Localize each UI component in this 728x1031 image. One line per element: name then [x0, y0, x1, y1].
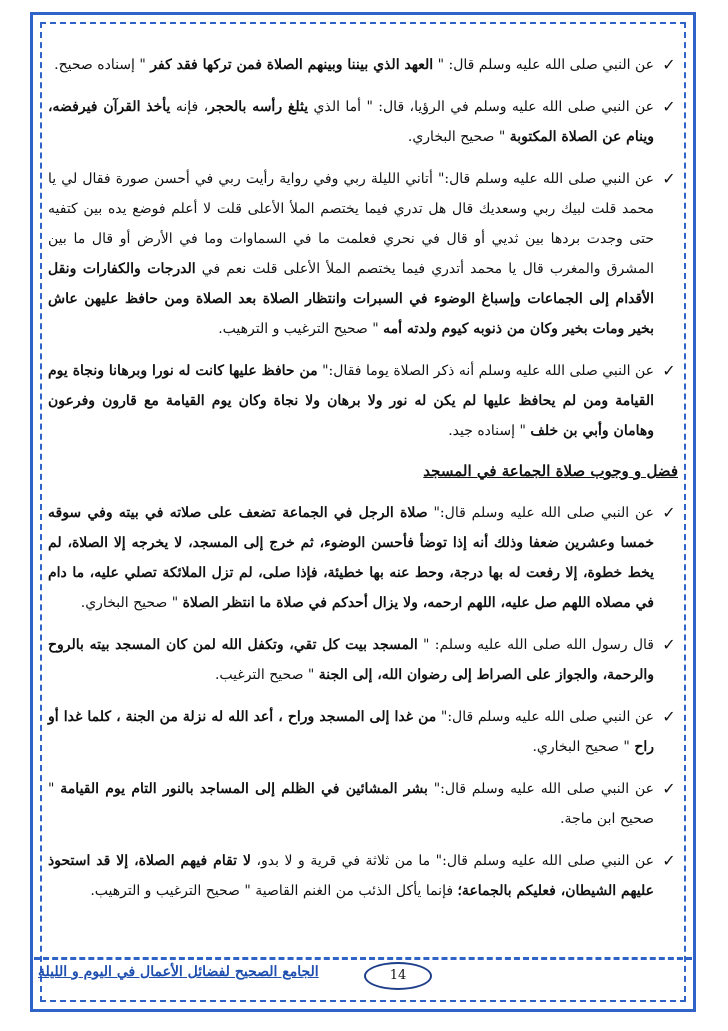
hadith-source: " صحيح البخاري. — [532, 739, 635, 755]
check-mark-icon: ✓ — [662, 707, 676, 726]
hadith-source: " إسناده جيد. — [448, 423, 531, 439]
hadith-item — [48, 50, 678, 80]
hadith-item — [48, 356, 678, 446]
check-mark-icon: ✓ — [662, 503, 676, 522]
hadith-source: " صحيح الترغيب و الترهيب. — [218, 321, 384, 337]
hadith-item — [48, 164, 678, 344]
hadith-item — [48, 498, 678, 618]
check-mark-icon: ✓ — [662, 55, 676, 74]
hadith-bold-text: صلاة الرجل في الجماعة تضعف على صلاته في بيته وفي سوقه خمسا وعشرين ضعفا وذلك أنه إذا توضأ فأحسن الوضوء، ثم خرج إلى المسجد، لا يخرجه إلا الصلاة، لم يخط خطوة، إلا رفعت له بها درجة، وحط عنه بها خطيئة، فإذا صلى، لم تزل الملائكة تصلي عليه، ما دام في مصلاه اللهم صل عليه، اللهم ارحمه، ولا يزال أحدكم في صلاة ما انتظر الصلاة — [48, 505, 654, 611]
hadith-source: فإنما يأكل الذئب من الغنم القاصية " صحيح الترغيب و الترهيب. — [90, 883, 458, 899]
hadith-bold-text: بشر المشائين في الظلم إلى المساجد بالنور التام يوم القيامة — [60, 781, 428, 797]
check-mark-icon: ✓ — [662, 635, 676, 654]
hadith-item — [48, 630, 678, 690]
section-heading-text: فضل و وجوب صلاة الجماعة في المسجد — [423, 462, 678, 480]
hadith-bold-text: الدرجات والكفارات ونقل الأقدام إلى الجماعات وإسباغ الوضوء في السبرات وانتظار الصلاة بعد الصلاة ومن حافظ عليهن عاش بخير ومات بخير وكان من ذنوبه كيوم ولدته أمه — [48, 261, 654, 337]
hadith-item — [48, 702, 678, 762]
hadith-bold-text: المسجد بيت كل تقي، وتكفل الله لمن كان المسجد بيته بالروح والرحمة، والجواز على الصراط إلى رضوان الله، إلى الجنة — [48, 637, 654, 683]
hadith-text: عن النبي صلى الله عليه وسلم قال: " — [433, 57, 654, 73]
hadith-text: عن النبي صلى الله عليه وسلم أنه ذكر الصلاة يوما فقال:" — [317, 363, 654, 379]
hadith-bold-text: لا تقام فيهم الصلاة، إلا قد استحوذ عليهم الشيطان، فعليكم بالجماعة؛ — [48, 853, 654, 899]
hadith-source: " إسناده صحيح. — [54, 57, 151, 73]
hadith-bold-text: من غدا إلى المسجد وراح ، أعد الله له نزلة من الجنة ، كلما غدا أو راح — [48, 709, 654, 755]
check-mark-icon: ✓ — [662, 361, 676, 380]
hadith-item — [48, 774, 678, 834]
check-mark-icon: ✓ — [662, 779, 676, 798]
hadith-source: " صحيح الترغيب. — [214, 667, 319, 683]
hadith-source: " صحيح ابن ماجة. — [48, 781, 654, 827]
hadith-item — [48, 92, 678, 152]
hadith-text: عن النبي صلى الله عليه وسلم قال:" — [427, 781, 655, 797]
page-content — [48, 50, 678, 918]
check-mark-icon: ✓ — [662, 97, 676, 116]
hadith-text: ، فإنه — [170, 99, 209, 115]
hadith-bold-text: العهد الذي بيننا وبينهم الصلاة فمن تركها فقد كفر — [150, 57, 434, 73]
footer-divider — [34, 957, 692, 960]
page-footer — [34, 952, 692, 986]
hadith-text: عن النبي صلى الله عليه وسلم قال:" — [427, 505, 654, 521]
hadith-text: عن النبي صلى الله عليه وسلم في الرؤيا، قال: " أما الذي — [308, 99, 654, 115]
hadith-bold-text: من حافظ عليها كانت له نورا وبرهانا ونجاة يوم القيامة ومن لم يحافظ عليها لم يكن له نور ولا برهان ولا نجاة وكان يوم القيامة مع قارون وفرعون وهامان وأبي بن خلف — [48, 363, 654, 439]
hadith-text: عن النبي صلى الله عليه وسلم قال:" ما من ثلاثة في قرية و لا بدو، — [251, 853, 654, 869]
hadith-source: " صحيح البخاري. — [80, 595, 183, 611]
check-mark-icon: ✓ — [662, 851, 676, 870]
hadith-text: عن النبي صلى الله عليه وسلم قال:" — [436, 709, 654, 725]
hadith-text: قال رسول الله صلى الله عليه وسلم: " — [417, 637, 654, 653]
hadith-text: عن النبي صلى الله عليه وسلم قال:" أتاني الليلة ربي وفي رواية رأيت ربي في أحسن صورة فقال لي يا محمد قلت لبيك ربي وسعديك قال هل تدري فيما يختصم الملأ الأعلى قلت لا أعلم فوضع يده بين كتفيه حتى وجدت بردها بين ثديي أو قال في نحري فعلمت ما في السماوات وما في الأرض أو قال ما بين المشرق والمغرب قال يا محمد أتدري فيما يختصم الملأ الأعلى قلت نعم في — [48, 171, 654, 277]
hadith-item — [48, 846, 678, 906]
book-title: الجامع الصحيح لفضائل الأعمال في اليوم و الليلة — [38, 964, 319, 980]
hadith-bold-text: يثلغ رأسه بالحجر — [208, 99, 309, 115]
check-mark-icon: ✓ — [662, 169, 676, 188]
hadith-bold-text: يأخذ القرآن فيرفضه، وينام عن الصلاة المكتوبة — [48, 99, 654, 145]
hadith-source: " صحيح البخاري. — [407, 129, 510, 145]
page-number: 14 — [364, 962, 432, 990]
section-heading — [48, 458, 678, 484]
